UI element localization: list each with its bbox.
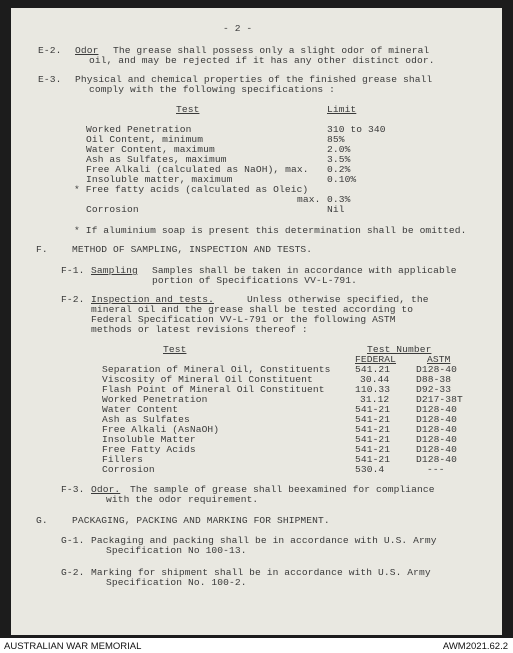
f1-number: F-1. [61, 265, 85, 276]
spec-row-limit: 3.5% [327, 154, 351, 165]
f1-heading: Sampling [91, 265, 138, 276]
f2-line1: Unless otherwise specified, the [247, 294, 429, 305]
tests-row-astm: D128-40 [416, 434, 458, 445]
tests-row-astm: D128-40 [416, 424, 458, 435]
tests-row-federal: 541-21 [355, 424, 391, 435]
tests-row-astm: D128-40 [416, 364, 458, 375]
f3-line1: The sample of grease shall beexamined for compliance [130, 484, 435, 495]
spec-header-test: Test [176, 104, 200, 115]
document-page [11, 8, 502, 635]
tests-row-federal: 30.44 [360, 374, 390, 385]
tests-row-astm: D88-38 [416, 374, 452, 385]
tests-row-federal: 541-21 [355, 414, 391, 425]
tests-row-test: Corrosion [102, 464, 155, 475]
page-number: - 2 - [223, 23, 253, 34]
e3-number: E-3. [38, 74, 62, 85]
spec-row-limit: 0.10% [327, 174, 357, 185]
spec-row-limit: 2.0% [327, 144, 351, 155]
e2-number: E-2. [38, 45, 62, 56]
f2-number: F-2. [61, 294, 85, 305]
spec-row-test: Oil Content, minimum [86, 134, 204, 145]
f3-heading: Odor. [91, 484, 121, 495]
spec-row-limit: 85% [327, 134, 345, 145]
tests-row-test: Water Content [102, 404, 179, 415]
tests-row-test: Ash as Sulfates [102, 414, 190, 425]
section-g-title: PACKAGING, PACKING AND MARKING FOR SHIPMENT. [72, 515, 330, 526]
tests-row-federal: 110.33 [355, 384, 391, 395]
f3-line2: with the odor requirement. [106, 494, 259, 505]
g1-line1: Packaging and packing shall be in accordance with U.S. Army [91, 535, 437, 546]
g2-line2: Specification No. 100-2. [106, 577, 247, 588]
tests-row-federal: 541-21 [355, 444, 391, 455]
spec-row-test: * Free fatty acids (calculated as Oleic) [74, 184, 309, 195]
spec-header-limit: Limit [327, 104, 357, 115]
e3-line1: Physical and chemical properties of the finished grease shall [75, 74, 433, 85]
g2-line1: Marking for shipment shall be in accordance with U.S. Army [91, 567, 431, 578]
tests-row-federal: 541-21 [355, 404, 391, 415]
tests-row-astm: --- [427, 464, 445, 475]
e2-line1: The grease shall possess only a slight odor of mineral [113, 45, 430, 56]
spec-row-test: Worked Penetration [86, 124, 192, 135]
tests-header-test: Test [163, 344, 187, 355]
tests-row-test: Separation of Mineral Oil, Constituents [102, 364, 331, 375]
spec-row-limit: 0.3% [327, 194, 351, 205]
f2-line3: Federal Specification VV-L-791 or the following ASTM [91, 314, 396, 325]
f1-line1: Samples shall be taken in accordance with applicable [152, 265, 457, 276]
g1-line2: Specification No 100-13. [106, 545, 247, 556]
f1-line2: portion of Specifications VV-L-791. [152, 275, 358, 286]
e2-line2: oil, and may be rejected if it has any other distinct odor. [89, 55, 435, 66]
spec-row-test: Water Content, maximum [86, 144, 215, 155]
f3-number: F-3. [61, 484, 85, 495]
tests-row-test: Flash Point of Mineral Oil Constituent [102, 384, 325, 395]
tests-row-test: Free Alkali (AsNaOH) [102, 424, 220, 435]
tests-row-federal: 530.4 [355, 464, 385, 475]
tests-row-astm: D92-33 [416, 384, 452, 395]
tests-row-test: Viscosity of Mineral Oil Constituent [102, 374, 313, 385]
spec-row-limit: 0.2% [327, 164, 351, 175]
tests-row-federal: 541-21 [355, 434, 391, 445]
section-f-number: F. [36, 244, 48, 255]
spec-row-test: Insoluble matter, maximum [86, 174, 233, 185]
section-g-number: G. [36, 515, 48, 526]
tests-row-test: Free Fatty Acids [102, 444, 196, 455]
tests-row-astm: D128-40 [416, 454, 458, 465]
footnote: * If aluminium soap is present this determination shall be omitted. [74, 225, 467, 236]
tests-row-federal: 541.21 [355, 364, 391, 375]
g2-number: G-2. [61, 567, 85, 578]
tests-row-federal: 541-21 [355, 454, 391, 465]
tests-row-astm: D217-38T [416, 394, 463, 405]
spec-row-limit: Nil [327, 204, 345, 215]
spec-row-limit: 310 to 340 [327, 124, 386, 135]
tests-row-test: Insoluble Matter [102, 434, 196, 445]
f2-heading: Inspection and tests. [91, 294, 215, 305]
tests-header-federal: FEDERAL [355, 354, 397, 365]
footer-reference: AWM2021.62.2 [442, 641, 508, 652]
tests-row-test: Fillers [102, 454, 144, 465]
tests-row-astm: D128-40 [416, 404, 458, 415]
section-f-title: METHOD OF SAMPLING, INSPECTION AND TESTS. [72, 244, 313, 255]
f2-line2: mineral oil and the grease shall be tested according to [91, 304, 414, 315]
spec-row-test: Ash as Sulfates, maximum [86, 154, 227, 165]
footer-institution: AUSTRALIAN WAR MEMORIAL [4, 641, 142, 652]
tests-row-federal: 31.12 [360, 394, 390, 405]
g1-number: G-1. [61, 535, 85, 546]
spec-row-test: max. [297, 194, 321, 205]
f2-line4: methods or latest revisions thereof : [91, 324, 308, 335]
tests-row-astm: D128-40 [416, 414, 458, 425]
e2-heading: Odor [75, 45, 99, 56]
tests-header-astm: ASTM [427, 354, 451, 365]
spec-row-test: Corrosion [86, 204, 139, 215]
tests-row-test: Worked Penetration [102, 394, 208, 405]
tests-row-astm: D128-40 [416, 444, 458, 455]
tests-header-number: Test Number [367, 344, 432, 355]
archive-footer [0, 638, 513, 653]
e3-line2: comply with the following specifications : [89, 84, 336, 95]
spec-row-test: Free Alkali (calculated as NaOH), max. [86, 164, 309, 175]
